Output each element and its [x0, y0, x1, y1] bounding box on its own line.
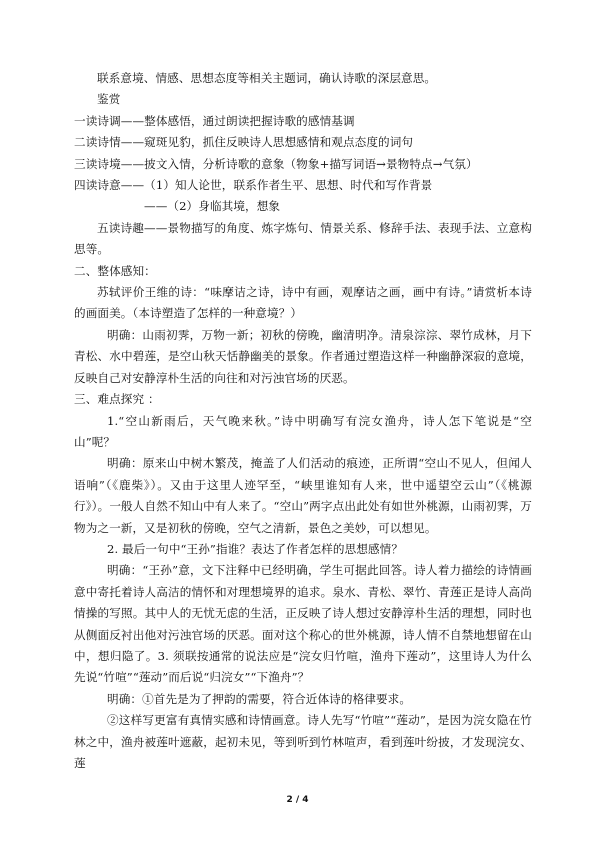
section-heading-2: 二、整体感知：: [74, 263, 156, 278]
page-number: 2 / 4: [286, 795, 309, 805]
section-heading-3: 三、难点探究 ：: [74, 392, 160, 407]
answer-3a: 明确：①首先是为了押韵的需要，符合近体诗的格律要求。: [107, 691, 412, 706]
answer-3b: ②这样写更富有真情实感和诗情画意。诗人先写“竹喧”“莲动”，是因为浣女隐在竹林之中，渔舟被莲叶遮蔽，起初未见，等到听到竹林喧声，看到莲叶纷披，才发现浣女、莲: [74, 713, 532, 770]
text-line-4: 二读诗情——窥斑见豹，抓住反映诗人思想感情和观点态度的词句: [74, 135, 414, 150]
document-body: [74, 68, 532, 774]
text-paragraph-2: 明确：山雨初霁，万物一新；初秋的傍晚，幽清明净。清泉淙淙、翠竹成林，月下青松、水中碧莲，是空山秋天恬静幽美的景象。作者通过塑造这样一种幽静深寂的意境，反映自己对安静淳朴生活的向往和对污浊官场的厌恶。: [74, 327, 532, 385]
question-2: 2. 最后一句中“王孙”指谁？表达了作者怎样的思想感情？: [107, 541, 404, 556]
answer-1: 明确：原来山中树木繁茂，掩盖了人们活动的痕迹，正所谓“空山不见人，但闻人语响”（《鹿柴》）。又由于这里人迹罕至，“峡里谁知有人来，世中遥望空云山”（《桃源行》）。一般人自然不知山中有人来了。“空山”两字点出此处有如世外桃源，山雨初霁，万物为之一新，又是初秋的傍晚，空气之清新，景色之美妙，可以想见。: [74, 456, 532, 535]
text-line-8: 五读诗趣——景物描写的角度、炼字炼句、情景关系、修辞手法、表现手法、立意构思等。: [74, 220, 532, 257]
answer-2: 明确：“王孙”意，文下注释中已经明确，学生可据此回答。诗人着力描绘的诗情画意中寄托着诗人高洁的情怀和对理想境界的追求。泉水、青松、翠竹、青莲正是诗人高尚情操的写照。其中人的无忧无虑的生活，正反映了诗人想过安静淳朴生活的理想，同时也从侧面反衬出他对污浊官场的厌恶。面对这个称心的世外桃源，诗人情不自禁地想留在山中，想归隐了。3. 须联按通常的说法应是“浣女归竹喧，渔舟下莲动”，这里诗人为什么先说“竹喧”“莲动”而后说“归浣女”“下渔舟”？: [74, 563, 532, 685]
text-line-1: 联系意境、情感、思想态度等相关主题词，确认诗歌的深层意思。: [97, 71, 437, 85]
text-line-7: ——（2）身临其境，想象: [144, 199, 281, 214]
text-line-5: 三读诗境——披文入情，分析诗歌的意象（物象+描写词语→景物特点→气氛）: [74, 156, 478, 171]
text-line-2: 鉴赏: [97, 92, 121, 107]
question-1: 1.“空山新雨后，天气晚来秋。”诗中明确写有浣女渔舟，诗人怎下笔说是“空山”呢？: [74, 413, 532, 449]
text-paragraph-1: 苏轼评价王维的诗：“味摩诘之诗，诗中有画，观摩诘之画，画中有诗。”请赏析本诗的画面美。（本诗塑造了怎样的一种意境？）: [74, 285, 532, 321]
text-line-6: 四读诗意——（1）知人论世，联系作者生平、思想、时代和写作背景: [74, 178, 433, 193]
text-line-3: 一读诗调——整体感悟，通过朗读把握诗歌的感情基调: [74, 113, 355, 128]
